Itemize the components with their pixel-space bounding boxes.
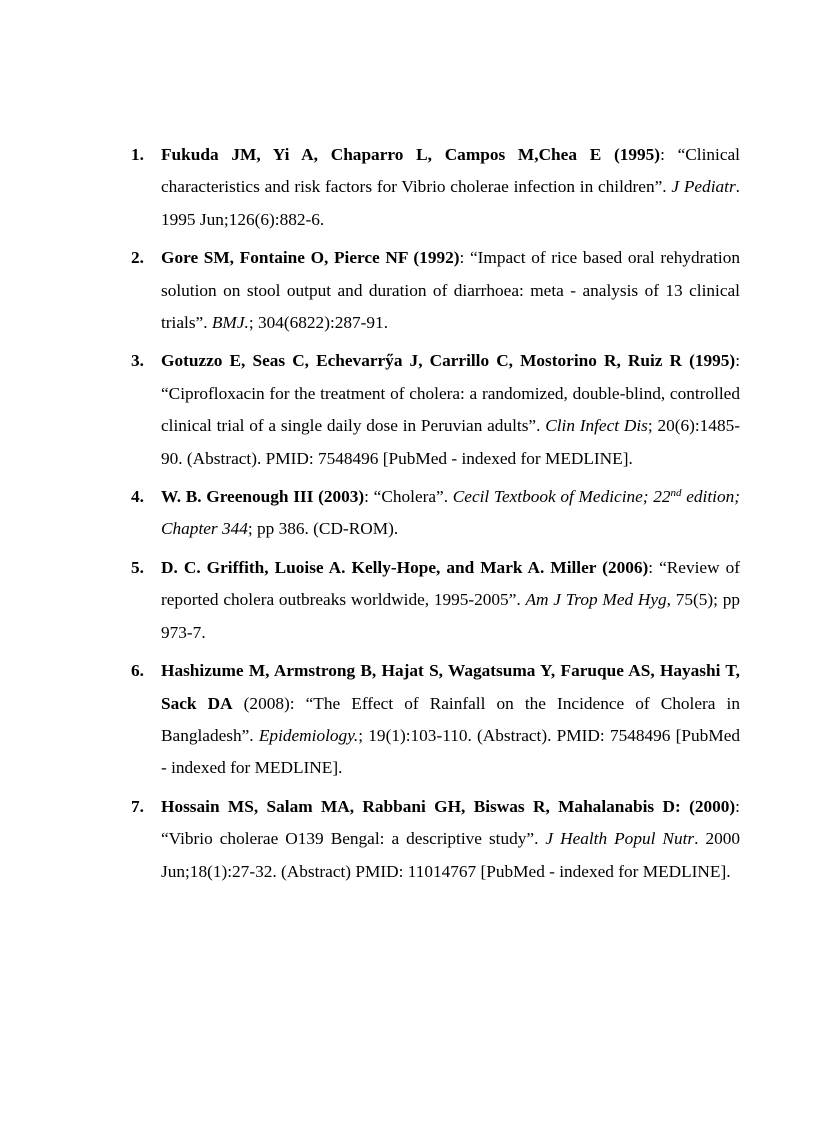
reference-item (126, 791, 740, 888)
reference-year-open: ( (407, 248, 420, 268)
reference-details: , 75(5); pp 973-7. (161, 590, 740, 642)
reference-journal: Am J Trop Med Hyg (525, 590, 667, 610)
reference-journal: J Pediatr (671, 177, 736, 197)
reference-year: 2006 (607, 557, 643, 577)
reference-title: : “Impact of rice based oral rehydration solution on stool output and duration of diarrhoea: meta - analysis of 13 clinical trials”. (161, 248, 740, 333)
reference-details: ; pp 386. (CD-ROM). (247, 519, 399, 539)
reference-year: 1995 (694, 351, 730, 371)
reference-details: . 1995 Jun;126(6):882-6. (161, 177, 740, 229)
reference-journal: Cecil Textbook of Medicine; 22 (452, 487, 671, 507)
reference-item (126, 139, 740, 236)
reference-year-close: ) (283, 693, 290, 713)
reference-year-open: ( (601, 145, 620, 164)
reference-year-close: ) (642, 557, 649, 577)
reference-details: ; 19(1):103-110. (Abstract). PMID: 7548496 [PubMed - indexed for MEDLINE]. (161, 725, 741, 778)
reference-title: : “The Effect of Rainfall on the Incidence of Cholera in Bangladesh”. (161, 693, 740, 745)
reference-journal: BMJ. (211, 313, 249, 333)
reference-year-open: : ( (674, 796, 695, 816)
reference-year-open: ( (313, 487, 324, 507)
reference-details: ; 20(6):1485-90. (Abstract). PMID: 7548496 [PubMed - indexed for MEDLINE]. (161, 416, 740, 468)
reference-number: 2. (131, 248, 144, 268)
reference-year-open: ( (682, 351, 695, 371)
reference-journal: Epidemiology. (258, 725, 359, 745)
reference-authors: Hossain MS, Salam MA, Rabbani GH, Biswas R, Mahalanabis D (161, 796, 675, 816)
reference-year-close: ) (358, 487, 365, 507)
reference-year: 2003 (323, 487, 359, 507)
reference-authors: Fukuda JM, Yi A, Chaparro L, Campos M,Chea E (161, 145, 602, 164)
reference-item (126, 552, 740, 649)
reference-journal: J Health Popul Nutr (545, 829, 695, 849)
reference-number: 3. (131, 351, 144, 371)
reference-number: 5. (131, 557, 144, 577)
reference-year-open: ( (596, 557, 608, 577)
reference-year-close: ) (453, 248, 460, 268)
reference-title: : “Ciprofloxacin for the treatment of cholera: a randomized, double-blind, controlled clinical trial of a single daily dose in Peruvian adults”. (161, 351, 740, 436)
reference-journal-continued: edition; Chapter 344 (161, 487, 740, 539)
reference-journal: Clin Infect Dis (545, 416, 648, 436)
reference-authors: Gore SM, Fontaine O, Pierce NF (161, 248, 408, 268)
reference-year: 1992 (419, 248, 454, 268)
reference-item (126, 655, 740, 785)
reference-number: 7. (131, 796, 144, 816)
reference-item (126, 481, 740, 546)
reference-title: : “Clinical characteristics and risk factors for Vibrio cholerae infection in children”. (161, 145, 740, 197)
reference-year-close: ) (654, 145, 661, 164)
reference-number: 6. (131, 661, 144, 681)
reference-year: 2000 (694, 796, 730, 816)
reference-item (126, 345, 740, 475)
reference-title: : “Review of reported cholera outbreaks worldwide, 1995-2005”. (161, 557, 740, 610)
reference-details: . 2000 Jun;18(1):27-32. (Abstract) PMID: 11014767 [PubMed - indexed for MEDLINE]. (161, 829, 740, 881)
reference-authors: W. B. Greenough III (161, 487, 314, 507)
reference-item (126, 242, 740, 339)
reference-title: : “Cholera”. (364, 487, 453, 507)
reference-year-close: ) (729, 796, 736, 816)
reference-year: 1995 (619, 145, 655, 164)
reference-year-open: ( (232, 693, 250, 713)
reference-details: ; 304(6822):287-91. (248, 313, 389, 333)
reference-authors: Hashizume M, Armstrong B, Hajat S, Wagatsuma Y, Faruque AS, Hayashi T, Sack DA (161, 661, 740, 713)
reference-journal-superscript: nd (670, 487, 682, 500)
reference-list (126, 139, 740, 894)
reference-title: : “Vibrio cholerae O139 Bengal: a descriptive study”. (161, 796, 740, 849)
reference-number: 1. (131, 145, 144, 164)
reference-number: 4. (131, 487, 144, 507)
reference-authors: Gotuzzo E, Seas C, Echevarrӳa J, Carrillo C, Mostorino R, Ruiz R (161, 351, 682, 371)
reference-year-close: ) (729, 351, 736, 371)
reference-year: 2008 (249, 693, 284, 713)
reference-authors: D. C. Griffith, Luoise A. Kelly-Hope, and Mark A. Miller (161, 557, 597, 577)
